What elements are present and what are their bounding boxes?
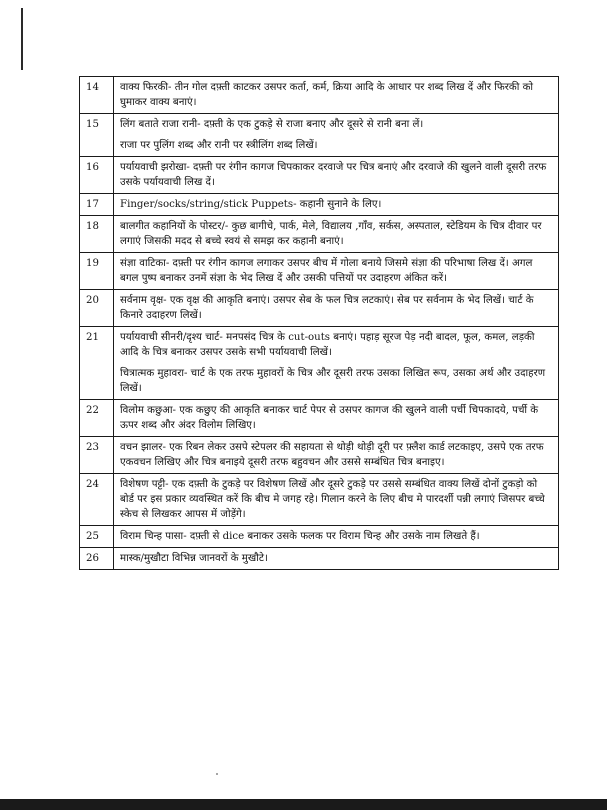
row-number: 17 [80, 194, 114, 216]
scan-bottom-edge [0, 799, 607, 810]
table-row [80, 157, 559, 194]
scan-speck [216, 773, 218, 775]
row-description [114, 253, 559, 290]
page-margin-line [21, 8, 23, 70]
table-row [80, 548, 559, 570]
table-row [80, 327, 559, 400]
table-row [80, 77, 559, 114]
row-number: 22 [80, 400, 114, 437]
description-paragraph: संज्ञा वाटिका- दफ़्ती पर रंगीन कागज लगाकर उसपर बीच में गोला बनाये जिसमे संज्ञा की परिभाषा लिख दें। अगल बगल पुष्प बनाकर उनमें संज्ञा के भेद लिख दें और उसकी पत्तियों पर उदाहरण अंकित करें। [120, 258, 533, 284]
row-description [114, 548, 559, 570]
description-paragraph: पर्यायवाची झरोखा- दफ़्ती पर रंगीन कागज चिपकाकर दरवाजे पर चित्र बनाएं और दरवाजे की खुलने वाली दूसरी तरफ उसके पर्यायवाची लिख दें। [120, 162, 547, 188]
row-description [114, 216, 559, 253]
table-row [80, 216, 559, 253]
description-paragraph: बालगीत कहानियों के पोस्टर/- कुछ बागीचे, पार्क, मेले, विद्यालय ,गाँव, सर्कस, अस्पताल, स्टेडियम के चित्र दीवार पर लगाएं जिसकी मदद से बच्चे स्वयं से समझ कर कहानी बनाएं। [120, 221, 542, 247]
description-paragraph: वचन झालर- एक रिबन लेकर उसपे स्टेपलर की सहायता से थोड़ी थोड़ी दूरी पर फ़्लैश कार्ड लटकाइए, उसपे एक तरफ एकवचन लिखिए और चित्र बनाइये दूसरी तरफ बहुवचन और उससे सम्बंधित चित्र बनाइए। [120, 442, 544, 468]
table-row [80, 194, 559, 216]
row-description [114, 114, 559, 157]
description-paragraph: मास्क/मुखौटा विभिन्न जानवरों के मुखौटे। [120, 553, 268, 564]
description-paragraph: चित्रात्मक मुहावरा- चार्ट के एक तरफ मुहावरों के चित्र और दूसरी तरफ उसका लिखित रूप, उसका अर्थ और उदाहरण लिखें। [120, 368, 546, 394]
description-paragraph: वाक्य फिरकी- तीन गोल दफ़्ती काटकर उसपर कर्ता, कर्म, क्रिया आदि के आधार पर शब्द लिख दें और फिरकी को घुमाकर वाक्य बनाएं। [120, 82, 534, 108]
table-row [80, 474, 559, 526]
row-description [114, 327, 559, 400]
description-paragraph: विलोम कछुआ- एक कछुए की आकृति बनाकर चार्ट पेपर से उसपर कागज की खुलने वाली पर्ची चिपकादये, पर्ची के ऊपर शब्द और अंदर विलोम लिखिए। [120, 405, 539, 431]
description-paragraph: विशेषण पट्टी- एक दफ़्ती के टुकड़े पर विशेषण लिखें और दूसरे टुकड़े पर उससे सम्बंधित वाक्य लिखें दोनों टुकड़ो को बोर्ड पर इस प्रकार व्यवस्थित करें कि बीच मे जगह रहे। गिलान करने के लिए बीच मे पारदर्शी पन्नी लगाएं जिसपर बच्चे स्केच से लिखकर आपस में जोड़ेंगे। [120, 479, 545, 520]
row-number: 25 [80, 526, 114, 548]
row-description [114, 77, 559, 114]
row-number: 18 [80, 216, 114, 253]
row-number: 20 [80, 290, 114, 327]
table-row [80, 253, 559, 290]
row-description [114, 474, 559, 526]
description-paragraph: सर्वनाम वृक्ष- एक वृक्ष की आकृति बनाएं। उसपर सेब के फल चित्र लटकाएं। सेब पर सर्वनाम के भेद लिखें। चार्ट के किनारे उदाहरण लिखें। [120, 295, 534, 321]
row-description [114, 526, 559, 548]
description-paragraph: विराम चिन्ह पासा- दफ़्ती से dice बनाकर उसके फलक पर विराम चिन्ह और उसके नाम लिखते हैं। [120, 531, 480, 542]
row-number: 15 [80, 114, 114, 157]
row-number: 14 [80, 77, 114, 114]
table-row [80, 290, 559, 327]
row-number: 26 [80, 548, 114, 570]
table-row [80, 437, 559, 474]
row-number: 19 [80, 253, 114, 290]
row-number: 24 [80, 474, 114, 526]
row-description [114, 400, 559, 437]
description-paragraph: Finger/socks/string/stick Puppets- कहानी सुनाने के लिए। [120, 199, 382, 210]
row-description [114, 157, 559, 194]
row-description [114, 290, 559, 327]
table-row [80, 114, 559, 157]
table-row [80, 526, 559, 548]
row-description [114, 437, 559, 474]
description-paragraph: लिंग बताते राजा रानी- दफ़्ती के एक टुकड़े से राजा बनाए और दूसरे से रानी बना लें। [120, 119, 424, 130]
row-description [114, 194, 559, 216]
description-paragraph: पर्यायवाची सीनरी/दृश्य चार्ट- मनपसंद चित्र के cut-outs बनाएं। पहाड़ सूरज पेड़ नदी बादल, फूल, कमल, लड़की आदि के चित्र बनाकर उसपर उसके सभी पर्यायवाची लिखें। [120, 332, 535, 358]
row-number: 16 [80, 157, 114, 194]
table-row [80, 400, 559, 437]
row-number: 23 [80, 437, 114, 474]
row-number: 21 [80, 327, 114, 400]
description-paragraph: राजा पर पुलिंग शब्द और रानी पर स्त्रीलिंग शब्द लिखें। [120, 140, 318, 151]
activity-table [79, 76, 559, 570]
